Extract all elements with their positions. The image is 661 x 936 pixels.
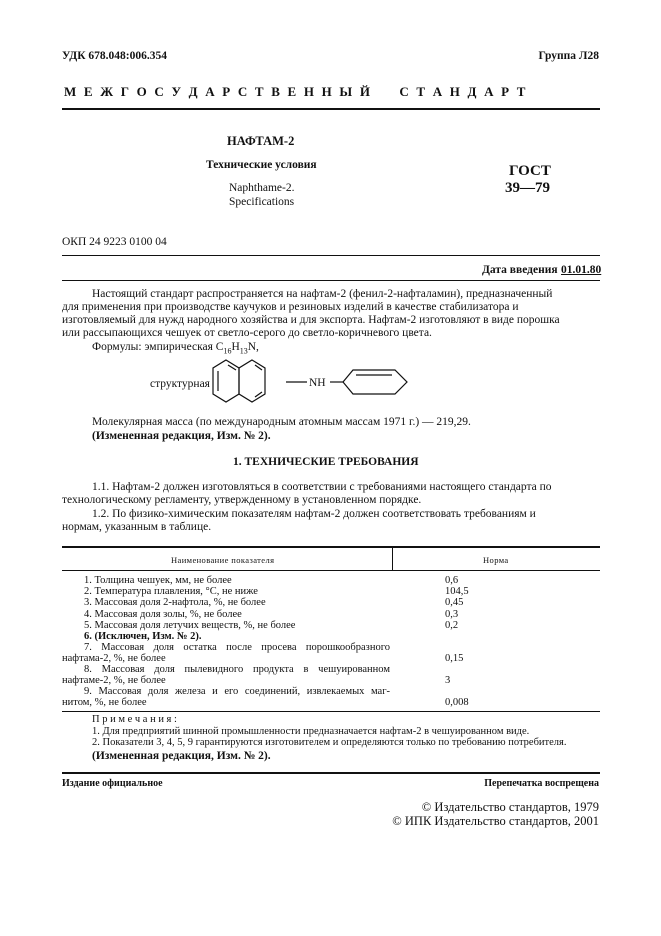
note-2: 2. Показатели 3, 4, 5, 9 гарантируются изготовителем и определяются только по требованию потребителя. [92,737,567,748]
intro-line-3: изготовляемый для нужд народного хозяйства и для экспорта. Нафтам-2 изготовляют в виде порошка [62,314,560,326]
p12-line-1: 1.2. По физико-химическим показателям нафтам-2 должен соответствовать требованиям и [92,508,536,520]
notes-revision: (Измененная редакция, Изм. № 2). [92,750,271,762]
table-cell-norm: 0,45 [445,597,464,608]
note-1: 1. Для предприятий шинной промышленности предназначается нафтам-2 в чешуированном виде. [92,726,530,737]
table-row-cont: нитом, %, не более [62,697,147,708]
table-cell-norm: 104,5 [445,586,469,597]
table-top-rule [62,546,600,548]
table-cell-norm: 3 [445,675,451,686]
table-header-divider [392,548,393,570]
reprint-prohibited: Перепечатка воспрещена [484,778,599,789]
doc-title-en: Naphthame-2. [229,182,295,194]
group-code: Группа Л28 [538,50,599,62]
table-row: 3. Массовая доля 2-нафтола, %, не более [84,597,266,608]
table-row: 6. (Исключен, Изм. № 2). [84,631,202,642]
nh-group: NH [309,377,326,389]
intro-date-value: 01.01.80 [561,264,602,276]
section-1-heading: 1. ТЕХНИЧЕСКИЕ ТРЕБОВАНИЯ [233,456,419,468]
table-row-cont: нафтаме-2, %, не более [62,675,166,686]
doc-title: НАФТАМ-2 [227,134,295,148]
table-row: 9. Массовая доля железа и его соединений, извлекаемых маг- [84,686,390,697]
structural-formula [210,352,450,414]
doc-subtitle: Технические условия [206,159,317,171]
table-cell-norm: 0,6 [445,575,459,586]
empirical-formula: Формулы: эмпирическая $C_{16}H_{13}N$, [92,341,259,356]
doc-subtitle-en: Specifications [229,196,295,208]
molar-mass: Молекулярная масса (по международным атомным массам 1971 г.) — 219,29. [92,416,471,428]
phenyl-ring [343,370,407,394]
gost-label: ГОСТ [509,163,551,179]
notes-title: П р и м е ч а н и я : [92,714,177,725]
okp-rule [62,255,600,256]
table-row: 7. Массовая доля остатка после просева порошкообразного [84,642,390,653]
footer-rule [62,772,600,774]
standard-banner: М Е Ж Г О С У Д А Р С Т В Е Н Н Ы Й С Т А Н Д А Р Т [64,84,528,99]
table-col-indicator: Наименование показателя [171,555,275,565]
gost-number: 39—79 [505,180,550,196]
table-cell-norm: 0,008 [445,697,469,708]
naphthalene-ring-left [213,360,239,402]
table-row: 8. Массовая доля пылевидного продукта в чешуированном [84,664,390,675]
intro-line-1: Настоящий стандарт распространяется на нафтам-2 (фенил-2-нафталамин), предназначенный [92,288,553,300]
copyright-1979: © Издательство стандартов, 1979 [421,800,599,814]
table-header-rule [62,570,600,571]
table-row-cont: нафтама-2, %, не более [62,653,166,664]
structural-label: структурная [150,378,210,390]
table-bottom-rule [62,711,600,712]
naphthalene-ring-right [239,360,265,402]
table-cell-norm: 0,3 [445,609,459,620]
okp-code: ОКП 24 9223 0100 04 [62,236,167,248]
p12-line-2: нормам, указанным в таблице. [62,521,212,533]
copyright-2001: © ИПК Издательство стандартов, 2001 [392,814,599,828]
table-col-norm: Норма [483,555,509,565]
intro-line-4: или рассыпающихся чешуек от светло-серого до светло-коричневого цвета. [62,327,432,339]
table-row: 5. Массовая доля летучих веществ, %, не более [84,620,296,631]
table-cell-norm: 0,2 [445,620,459,631]
official-edition: Издание официальное [62,778,163,789]
banner-rule [62,108,600,110]
revision-note-1: (Измененная редакция, Изм. № 2). [92,430,271,442]
intro-date-label: Дата введения [482,264,558,276]
p11-line-1: 1.1. Нафтам-2 должен изготовляться в соответствии с требованиями настоящего стандарта по [92,481,552,493]
table-row: 4. Массовая доля золы, %, не более [84,609,242,620]
table-row: 2. Температура плавления, °С, не ниже [84,586,258,597]
table-row: 1. Толщина чешуек, мм, не более [84,575,232,586]
date-rule [62,280,600,281]
table-cell-norm: 0,15 [445,653,464,664]
intro-line-2: для применения при производстве каучуков и резиновых изделий в качестве стабилизатора и [62,301,519,313]
p11-line-2: технологическому регламенту, утвержденному в установленном порядке. [62,494,422,506]
udk-code: УДК 678.048:006.354 [62,50,167,62]
